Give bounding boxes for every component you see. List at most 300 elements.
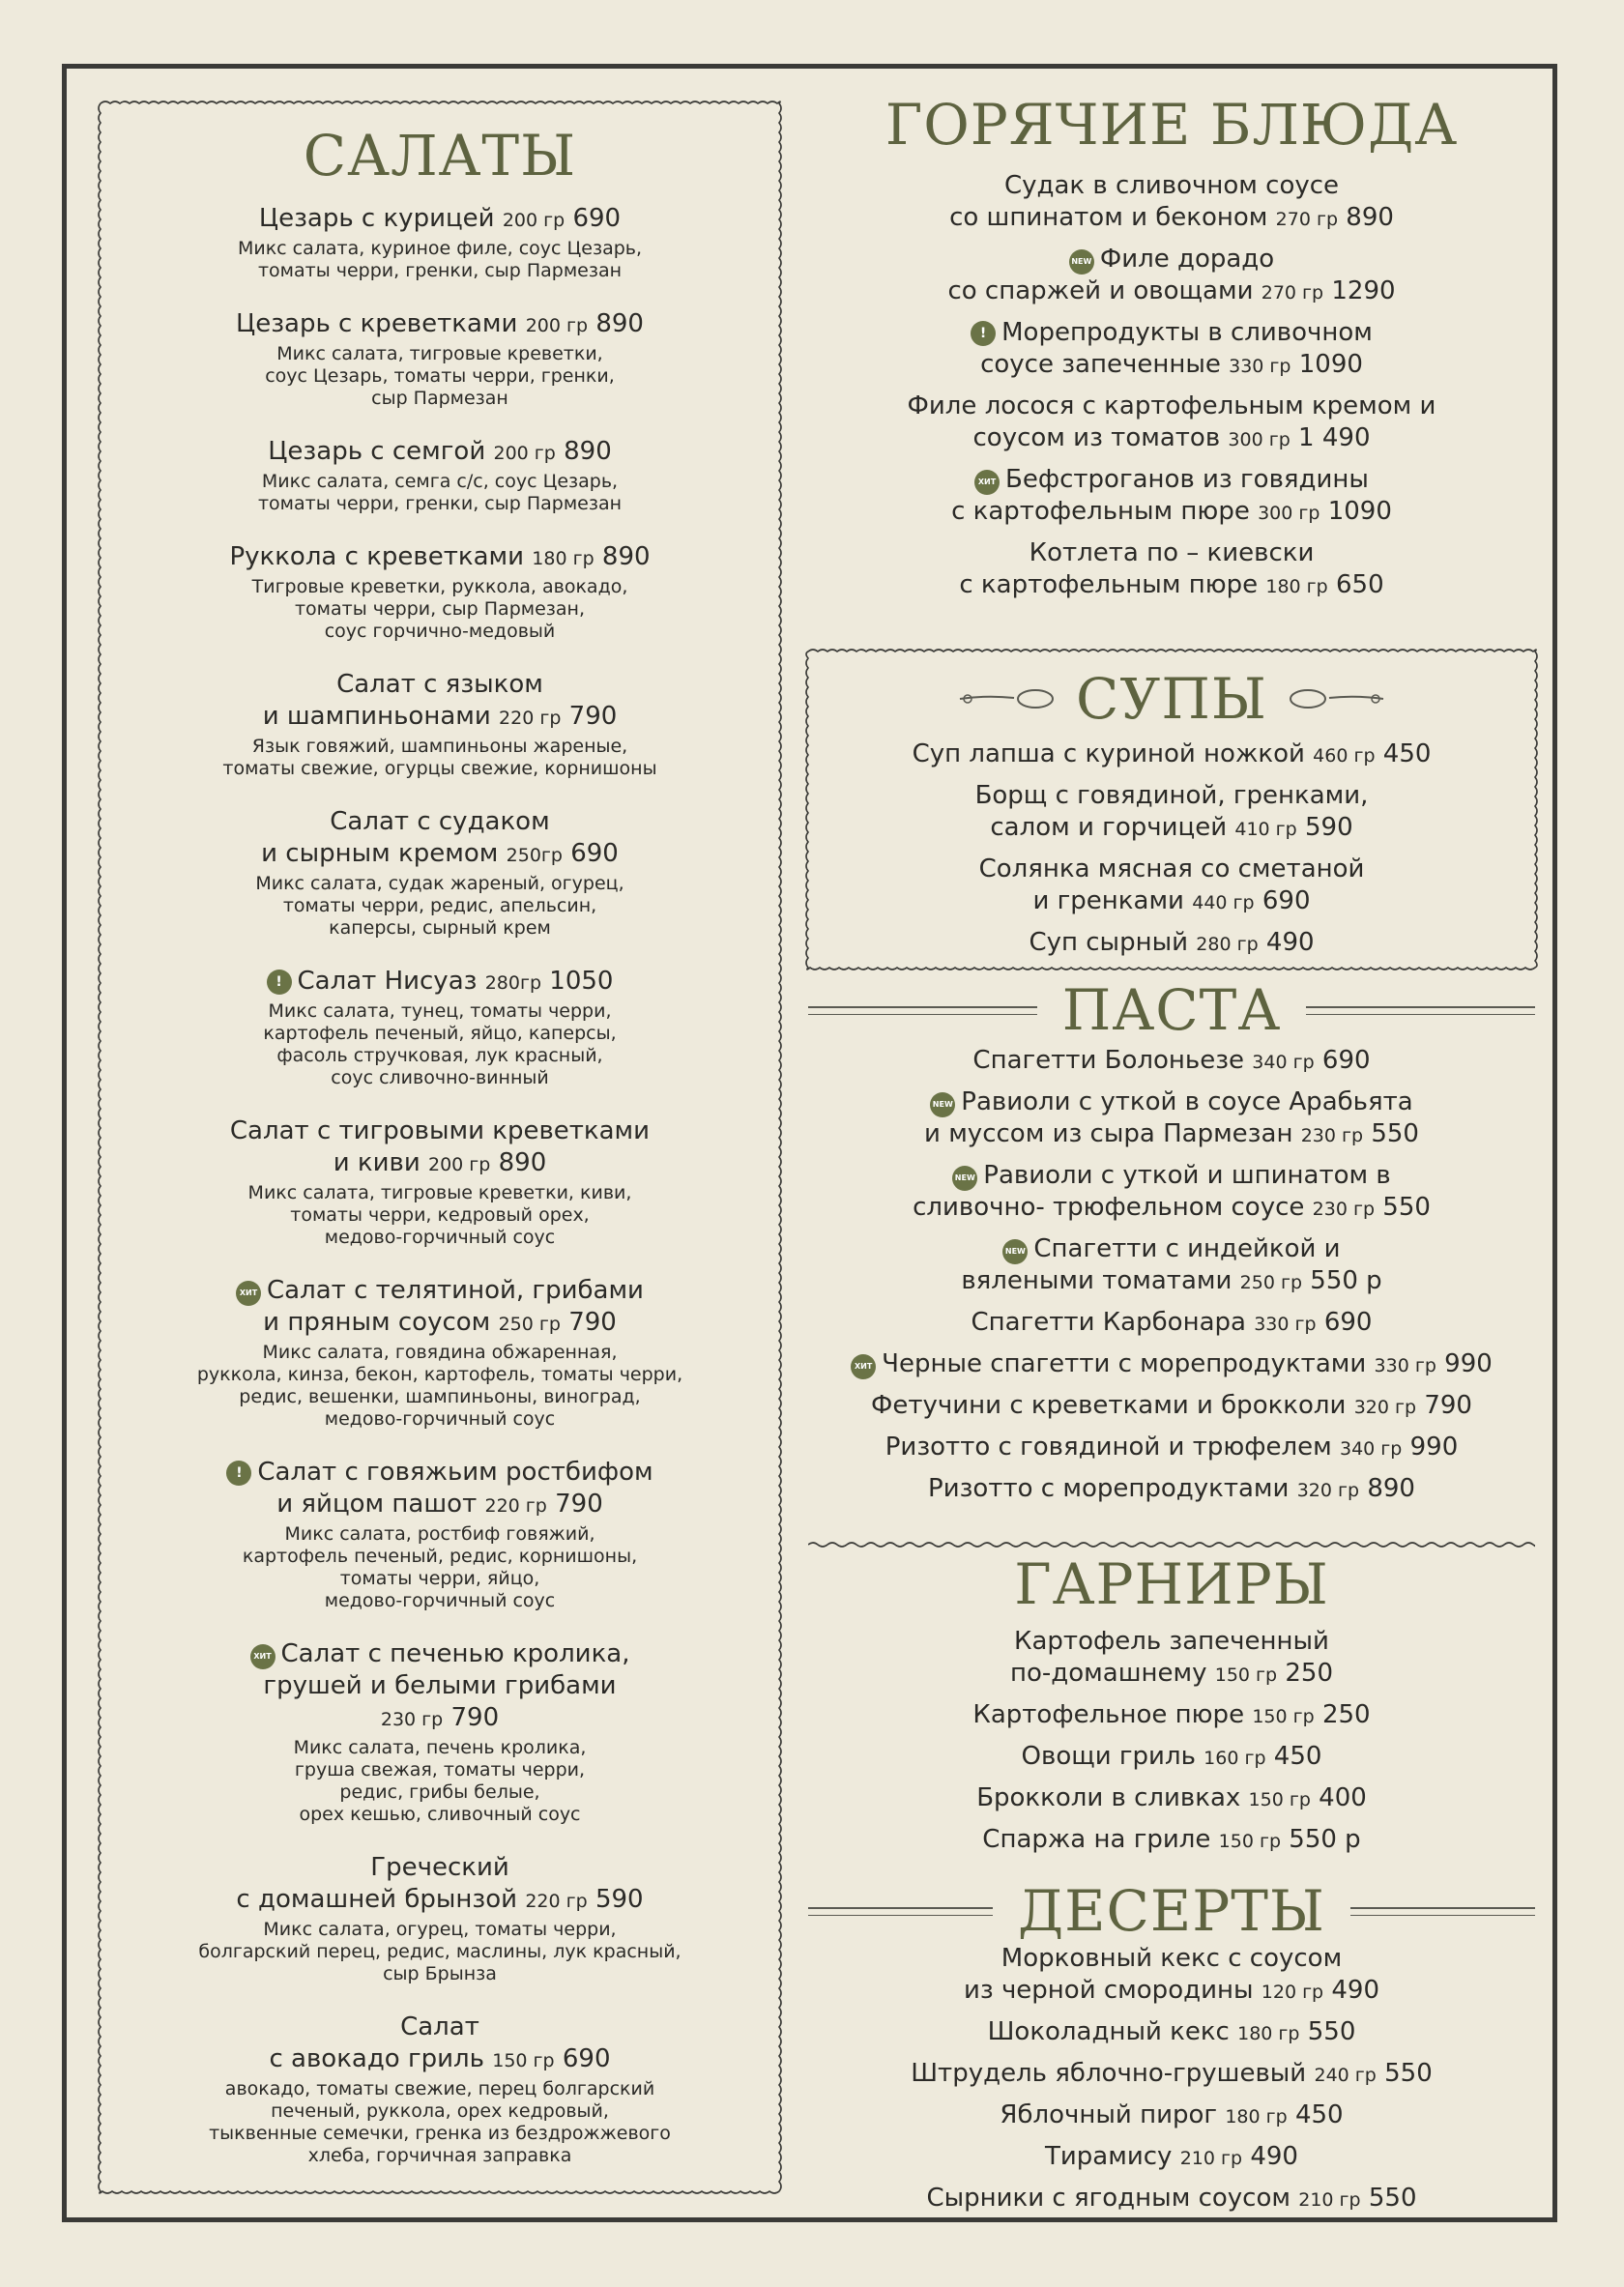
menu-item [808, 854, 1535, 919]
item-price: 490 [1250, 2142, 1298, 2171]
item-price: 690 [1262, 886, 1311, 915]
desserts-list [808, 1943, 1535, 2216]
item-price: 1090 [1298, 350, 1363, 379]
item-name-line [808, 1045, 1535, 1079]
description-line: Микс салата, куриное филе, соус Цезарь, [237, 238, 643, 259]
description-line: томаты черри, яйцо, [339, 1568, 540, 1589]
description-line: редис, грибы белые, [339, 1781, 540, 1803]
sides-wavy-divider [808, 1539, 1535, 1550]
item-name: Спагетти с индейкой и [1033, 1234, 1341, 1263]
description-line: руккола, кинза, бекон, картофель, томаты черри, [196, 1364, 683, 1385]
divider-right [1306, 1006, 1535, 1015]
menu-item [808, 537, 1535, 603]
item-name: Фетучини с креветками и брокколи [871, 1391, 1347, 1420]
item-weight: 180 гр [1265, 576, 1328, 597]
item-price: 990 [1444, 1349, 1493, 1378]
item-weight: 270 гр [1261, 282, 1324, 304]
menu-item [106, 308, 773, 410]
pasta-title: ПАСТА [1061, 977, 1282, 1043]
item-weight: 200 гр [427, 1154, 491, 1175]
item-weight: 410 гр [1234, 819, 1297, 840]
item-price: 550 [1368, 2184, 1417, 2213]
item-name: Спагетти Карбонара [971, 1308, 1246, 1337]
item-name: Картофельное пюре [972, 1700, 1245, 1729]
description-line: соус горчично-медовый [324, 621, 556, 642]
eco-badge-icon: ! [226, 1461, 251, 1486]
item-name-line [808, 2141, 1535, 2175]
item-name: по-домашнему [1009, 1659, 1207, 1688]
description-line: картофель печеный, редис, корнишоны, [242, 1546, 638, 1567]
item-name: Шоколадный кекс [987, 2017, 1230, 2046]
desserts-header [808, 1878, 1535, 1944]
item-weight: 340 гр [1252, 1052, 1315, 1073]
item-name-line [808, 927, 1535, 961]
item-name: Борщ с говядиной, гренками, [974, 781, 1369, 810]
item-description [106, 576, 773, 643]
menu-item [808, 1390, 1535, 1424]
item-name: с картофельным пюре [951, 497, 1250, 526]
item-name-line [808, 496, 1535, 530]
description-line: печеный, руккола, орех кедровый, [271, 2100, 609, 2122]
description-line: болгарский перец, редис, маслины, лук красный, [198, 1941, 682, 1962]
item-price: 890 [601, 542, 651, 571]
salads-section [106, 123, 773, 2193]
menu-item [808, 738, 1535, 772]
item-weight: 250 гр [498, 1314, 561, 1335]
menu-item [808, 1943, 1535, 2009]
item-name: вялеными томатами [961, 1266, 1232, 1295]
item-name: Руккола с креветками [229, 542, 525, 571]
item-name: Салат с печенью кролика, [280, 1639, 630, 1668]
item-price: 790 [555, 1490, 603, 1519]
item-name-line [106, 1638, 773, 1670]
item-name: Равиоли с уткой в соусе Арабьята [961, 1087, 1413, 1116]
item-name-line [808, 391, 1535, 422]
item-weight: 230 гр [1312, 1199, 1376, 1220]
item-name: Картофель запеченный [1014, 1627, 1329, 1656]
item-name: Спаржа на гриле [982, 1825, 1211, 1854]
description-line: Микс салата, ростбиф говяжий, [284, 1523, 595, 1545]
hot-list [808, 170, 1535, 603]
description-line: авокадо, томаты свежие, перец болгарский [224, 2078, 655, 2099]
item-weight: 320 гр [1353, 1397, 1417, 1418]
item-name: Ризотто с морепродуктами [928, 1474, 1290, 1503]
description-line: орех кешью, сливочный соус [299, 1804, 581, 1825]
item-name-line [808, 1192, 1535, 1226]
pasta-list [808, 1045, 1535, 1507]
item-name-line [106, 1147, 773, 1181]
spoon-right-icon [1289, 684, 1385, 713]
description-line: Тигровые креветки, руккола, авокадо, [251, 576, 628, 597]
menu-item [808, 244, 1535, 309]
item-name: и яйцом пашот [276, 1490, 478, 1519]
item-name-line [808, 202, 1535, 236]
soups-section [808, 666, 1535, 969]
item-weight: 240 гр [1314, 2065, 1377, 2086]
item-name-line [808, 1782, 1535, 1816]
item-description [106, 471, 773, 515]
hit-badge-icon: ХИТ [250, 1644, 276, 1669]
item-price: 790 [568, 1308, 617, 1337]
description-line: Микс салата, тунец, томаты черри, [268, 1000, 612, 1022]
item-price: 490 [1265, 928, 1315, 957]
item-name: с авокадо гриль [269, 2044, 484, 2073]
item-price: 690 [572, 204, 622, 233]
item-name-line [106, 1275, 773, 1307]
item-price: 890 [564, 437, 612, 466]
menu-item [808, 780, 1535, 846]
desserts-title: ДЕСЕРТЫ [1018, 1878, 1325, 1944]
item-price: 550 [1384, 2059, 1433, 2088]
description-line: соус сливочно-винный [331, 1067, 549, 1088]
description-line: Микс салата, тигровые креветки, киви, [247, 1182, 632, 1203]
description-line: фасоль стручковая, лук красный, [276, 1045, 603, 1066]
item-price: 890 [1346, 203, 1394, 232]
item-weight: 330 гр [1254, 1314, 1317, 1335]
hit-badge-icon: ХИТ [236, 1281, 261, 1306]
description-line: тыквенные семечки, гренка из бездрожжевого [209, 2123, 671, 2144]
menu-item [106, 1638, 773, 1826]
item-price: 790 [450, 1703, 500, 1732]
item-name-line [808, 1086, 1535, 1118]
item-weight: 150 гр [1252, 1706, 1315, 1727]
item-name: с домашней брынзой [236, 1885, 518, 1914]
item-weight: 150 гр [1214, 1665, 1278, 1686]
item-name: и пряным соусом [263, 1308, 491, 1337]
item-name: соусе запеченные [980, 350, 1221, 379]
item-weight: 230 гр [1300, 1125, 1364, 1146]
description-line: медово-горчичный соус [324, 1590, 556, 1611]
item-price: 490 [1331, 1976, 1380, 2005]
item-name: соусом из томатов [972, 423, 1221, 452]
item-weight: 180 гр [532, 548, 594, 569]
item-weight: 180 гр [1237, 2023, 1300, 2044]
menu-item [106, 436, 773, 515]
item-price: 890 [1367, 1474, 1415, 1503]
item-name-line [808, 1265, 1535, 1299]
item-name: сливочно- трюфельном соусе [913, 1193, 1305, 1222]
item-name-line [808, 1348, 1535, 1382]
item-name: Салат с судаком [330, 807, 550, 836]
item-name: Морковный кекс с соусом [1000, 1944, 1343, 1973]
description-line: Микс салата, печень кролика, [293, 1737, 587, 1758]
item-weight: 270 гр [1275, 209, 1339, 230]
description-line: Микс салата, огурец, томаты черри, [263, 1919, 617, 1940]
description-line: сыр Брынза [383, 1963, 497, 1984]
new-badge-icon: NEW [1002, 1239, 1028, 1264]
description-line: томаты черри, сыр Пармезан, [294, 598, 585, 620]
item-name: Брокколи в сливках [976, 1783, 1241, 1812]
menu-item [808, 1086, 1535, 1152]
divider-right [1350, 1907, 1535, 1916]
description-line: хлеба, горчичная заправка [307, 2145, 572, 2166]
item-price: 550 [1307, 2017, 1356, 2046]
menu-item [106, 1457, 773, 1612]
item-name-line [106, 669, 773, 701]
item-name-line [808, 1658, 1535, 1692]
menu-item [808, 2016, 1535, 2050]
item-name: Салат с тигровыми креветками [229, 1116, 651, 1145]
item-price: 690 [562, 2044, 611, 2073]
item-name-line [808, 1975, 1535, 2009]
item-name-line [808, 2183, 1535, 2216]
item-price: 1090 [1327, 497, 1392, 526]
item-description [106, 1182, 773, 1249]
item-name-line [808, 170, 1535, 202]
menu-item [808, 1233, 1535, 1299]
item-name-line [106, 1489, 773, 1522]
item-name-line [808, 1626, 1535, 1658]
item-price: 250 [1321, 1700, 1371, 1729]
menu-item [808, 391, 1535, 456]
item-price: 550 [1371, 1119, 1419, 1148]
item-name: Яблочный пирог [1000, 2100, 1218, 2129]
menu-item [808, 1045, 1535, 1079]
item-name-line [106, 203, 773, 237]
item-name: Филе дорадо [1099, 245, 1275, 274]
menu-item [808, 1626, 1535, 1692]
new-badge-icon: NEW [930, 1092, 955, 1117]
salads-list [106, 203, 773, 2167]
menu-item [808, 2141, 1535, 2175]
divider-left [808, 1006, 1037, 1015]
soups-title: СУПЫ [1076, 666, 1267, 732]
item-name: салом и горчицей [990, 813, 1228, 842]
item-name-line [808, 1473, 1535, 1507]
item-price: 690 [1323, 1308, 1373, 1337]
item-description [106, 1000, 773, 1089]
description-line: Микс салата, семга с/с, соус Цезарь, [261, 471, 619, 492]
description-line: медово-горчичный соус [324, 1408, 556, 1430]
menu-item [808, 927, 1535, 961]
item-name: Филе лосося с картофельным кремом и [907, 391, 1436, 420]
item-weight: 210 гр [1298, 2189, 1361, 2211]
item-name: Котлета по – киевски [1029, 538, 1315, 567]
item-name: Цезарь с курицей [258, 204, 495, 233]
item-name-line [106, 2043, 773, 2077]
item-name: и шампиньонами [262, 702, 491, 731]
item-name-line [808, 1233, 1535, 1265]
item-name: Овощи гриль [1021, 1742, 1196, 1771]
item-price: 450 [1294, 2100, 1344, 2129]
item-name-line [808, 1741, 1535, 1775]
description-line: Микс салата, судак жареный, огурец, [255, 873, 624, 894]
item-weight: 160 гр [1204, 1748, 1266, 1769]
hit-badge-icon: ХИТ [974, 470, 1000, 495]
item-price: 990 [1409, 1433, 1459, 1462]
item-price: 590 [594, 1885, 644, 1914]
menu-item [808, 170, 1535, 236]
item-name-line [106, 1884, 773, 1918]
item-price: 790 [1424, 1391, 1472, 1420]
description-line: медово-горчичный соус [324, 1227, 556, 1248]
description-line: томаты черри, гренки, сыр Пармезан [257, 260, 623, 281]
eco-badge-icon: ! [971, 321, 996, 346]
spoon-left-icon [958, 684, 1055, 713]
item-description [106, 1523, 773, 1612]
item-name: Черные спагетти с морепродуктами [882, 1349, 1367, 1378]
item-name: Суп лапша с куриной ножкой [912, 739, 1305, 768]
item-price: 790 [568, 702, 618, 731]
item-name-line [106, 1115, 773, 1147]
item-name-line [106, 966, 773, 999]
menu-item [808, 317, 1535, 383]
item-price: 550 р [1289, 1825, 1361, 1854]
item-weight: 230 гр [380, 1709, 444, 1730]
item-price: 450 [1273, 1742, 1322, 1771]
item-weight: 150 гр [1248, 1789, 1311, 1810]
item-weight: 330 гр [1374, 1355, 1436, 1376]
item-name: и гренками [1032, 886, 1184, 915]
item-name: Морепродукты в сливочном [1001, 318, 1373, 347]
item-weight: 120 гр [1261, 1982, 1324, 2003]
description-line: томаты черри, гренки, сыр Пармезан [257, 493, 623, 514]
item-name-line [808, 812, 1535, 846]
item-name-line [808, 244, 1535, 275]
item-weight: 200 гр [525, 315, 589, 336]
item-name-line [808, 2058, 1535, 2092]
item-description [106, 1342, 773, 1431]
item-name: Штрудель яблочно-грушевый [911, 2059, 1307, 2088]
item-name-line [808, 2016, 1535, 2050]
item-weight: 210 гр [1179, 2148, 1243, 2169]
menu-item [106, 806, 773, 940]
item-name-line [808, 2099, 1535, 2133]
item-name-line [808, 1118, 1535, 1152]
description-line: Микс салата, тигровые креветки, [276, 343, 603, 364]
item-weight: 280гр [484, 972, 542, 994]
item-weight: 460 гр [1313, 745, 1376, 767]
item-price: 690 [1321, 1046, 1371, 1075]
menu-item [808, 1307, 1535, 1341]
item-price: 1050 [549, 967, 614, 996]
item-name-line [106, 1307, 773, 1341]
item-weight: 200 гр [493, 443, 556, 464]
item-description [106, 2078, 773, 2167]
item-name-line [808, 1699, 1535, 1733]
menu-item [808, 1160, 1535, 1226]
item-price: 690 [570, 839, 619, 868]
item-name: грушей и белыми грибами [263, 1671, 617, 1700]
item-weight: 300 гр [1228, 429, 1290, 450]
description-line: томаты свежие, огурцы свежие, корнишоны [222, 758, 657, 779]
item-name-line [808, 1160, 1535, 1192]
item-name-line [106, 2012, 773, 2043]
menu-item [106, 1852, 773, 1985]
item-price: 890 [595, 309, 644, 338]
item-name-line [808, 422, 1535, 456]
item-name-line [106, 1670, 773, 1702]
item-name: Греческий [370, 1853, 509, 1882]
item-name-line [106, 308, 773, 342]
desserts-section [808, 1943, 1535, 2224]
item-name: Спагетти Болоньезе [972, 1046, 1245, 1075]
eco-badge-icon: ! [267, 970, 292, 995]
pasta-section [808, 1045, 1535, 1515]
item-name-line [808, 349, 1535, 383]
hot-section [808, 92, 1535, 611]
item-description [106, 873, 773, 940]
item-price: 1 490 [1298, 423, 1371, 452]
item-description [106, 736, 773, 780]
item-weight: 340 гр [1339, 1438, 1403, 1460]
item-name-line [808, 738, 1535, 772]
item-name: и сырным кремом [261, 839, 499, 868]
item-name-line [808, 464, 1535, 496]
item-name: Салат с телятиной, грибами [267, 1276, 644, 1305]
sides-section [808, 1551, 1535, 1866]
menu-item [106, 203, 773, 282]
soups-header [808, 666, 1535, 732]
item-price: 400 [1319, 1783, 1367, 1812]
sides-list [808, 1626, 1535, 1858]
item-price: 450 [1382, 739, 1432, 768]
item-name-line [808, 317, 1535, 349]
item-name: Тирамису [1045, 2142, 1173, 2171]
menu-item [106, 2012, 773, 2167]
item-price: 550 р [1310, 1266, 1382, 1295]
item-price: 590 [1304, 813, 1353, 842]
item-name-line [106, 1852, 773, 1884]
item-name-line [808, 275, 1535, 309]
hot-title: ГОРЯЧИЕ БЛЮДА [884, 92, 1459, 158]
description-line: Язык говяжий, шампиньоны жареные, [251, 736, 628, 757]
item-name: и киви [333, 1148, 420, 1177]
item-weight: 300 гр [1258, 503, 1320, 524]
menu-item [808, 1824, 1535, 1858]
item-weight: 250гр [506, 845, 563, 866]
salads-title: САЛАТЫ [303, 123, 577, 188]
description-line: каперсы, сырный крем [329, 917, 551, 939]
menu-item [808, 1699, 1535, 1733]
item-name-line [106, 838, 773, 872]
description-line: томаты черри, редис, апельсин, [282, 895, 597, 916]
menu-item [106, 669, 773, 780]
item-name: Салат с языком [336, 670, 543, 699]
item-weight: 440 гр [1192, 892, 1255, 913]
item-name-line [808, 537, 1535, 569]
item-description [106, 1737, 773, 1826]
description-line: редис, вешенки, шампиньоны, виноград, [239, 1386, 641, 1407]
menu-item [106, 966, 773, 1089]
item-weight: 330 гр [1229, 356, 1291, 377]
item-name-line [106, 806, 773, 838]
item-name: из черной смородины [963, 1976, 1254, 2005]
description-line: сыр Пармезан [371, 388, 508, 409]
description-line: томаты черри, кедровый орех, [290, 1204, 590, 1226]
item-description [106, 238, 773, 282]
item-weight: 180 гр [1225, 2106, 1288, 2128]
item-name-line [808, 569, 1535, 603]
item-weight: 220 гр [525, 1891, 588, 1912]
item-name: со спаржей и овощами [947, 276, 1254, 305]
item-name: Бефстроганов из говядины [1005, 465, 1369, 494]
item-name: Цезарь с креветками [236, 309, 518, 338]
item-name-line [106, 1702, 773, 1736]
item-weight: 200 гр [502, 210, 566, 231]
item-name-line [106, 701, 773, 735]
soups-list [808, 738, 1535, 961]
menu-item [106, 1275, 773, 1431]
description-line: картофель печеный, яйцо, каперсы, [263, 1023, 617, 1044]
item-name: Сырники с ягодным соусом [926, 2184, 1290, 2213]
item-name: с картофельным пюре [959, 570, 1259, 599]
menu-item [808, 2099, 1535, 2133]
description-line: груша свежая, томаты черри, [294, 1759, 586, 1780]
description-line: Микс салата, говядина обжаренная, [262, 1342, 618, 1363]
item-name-line [808, 780, 1535, 812]
item-weight: 280 гр [1196, 934, 1259, 955]
